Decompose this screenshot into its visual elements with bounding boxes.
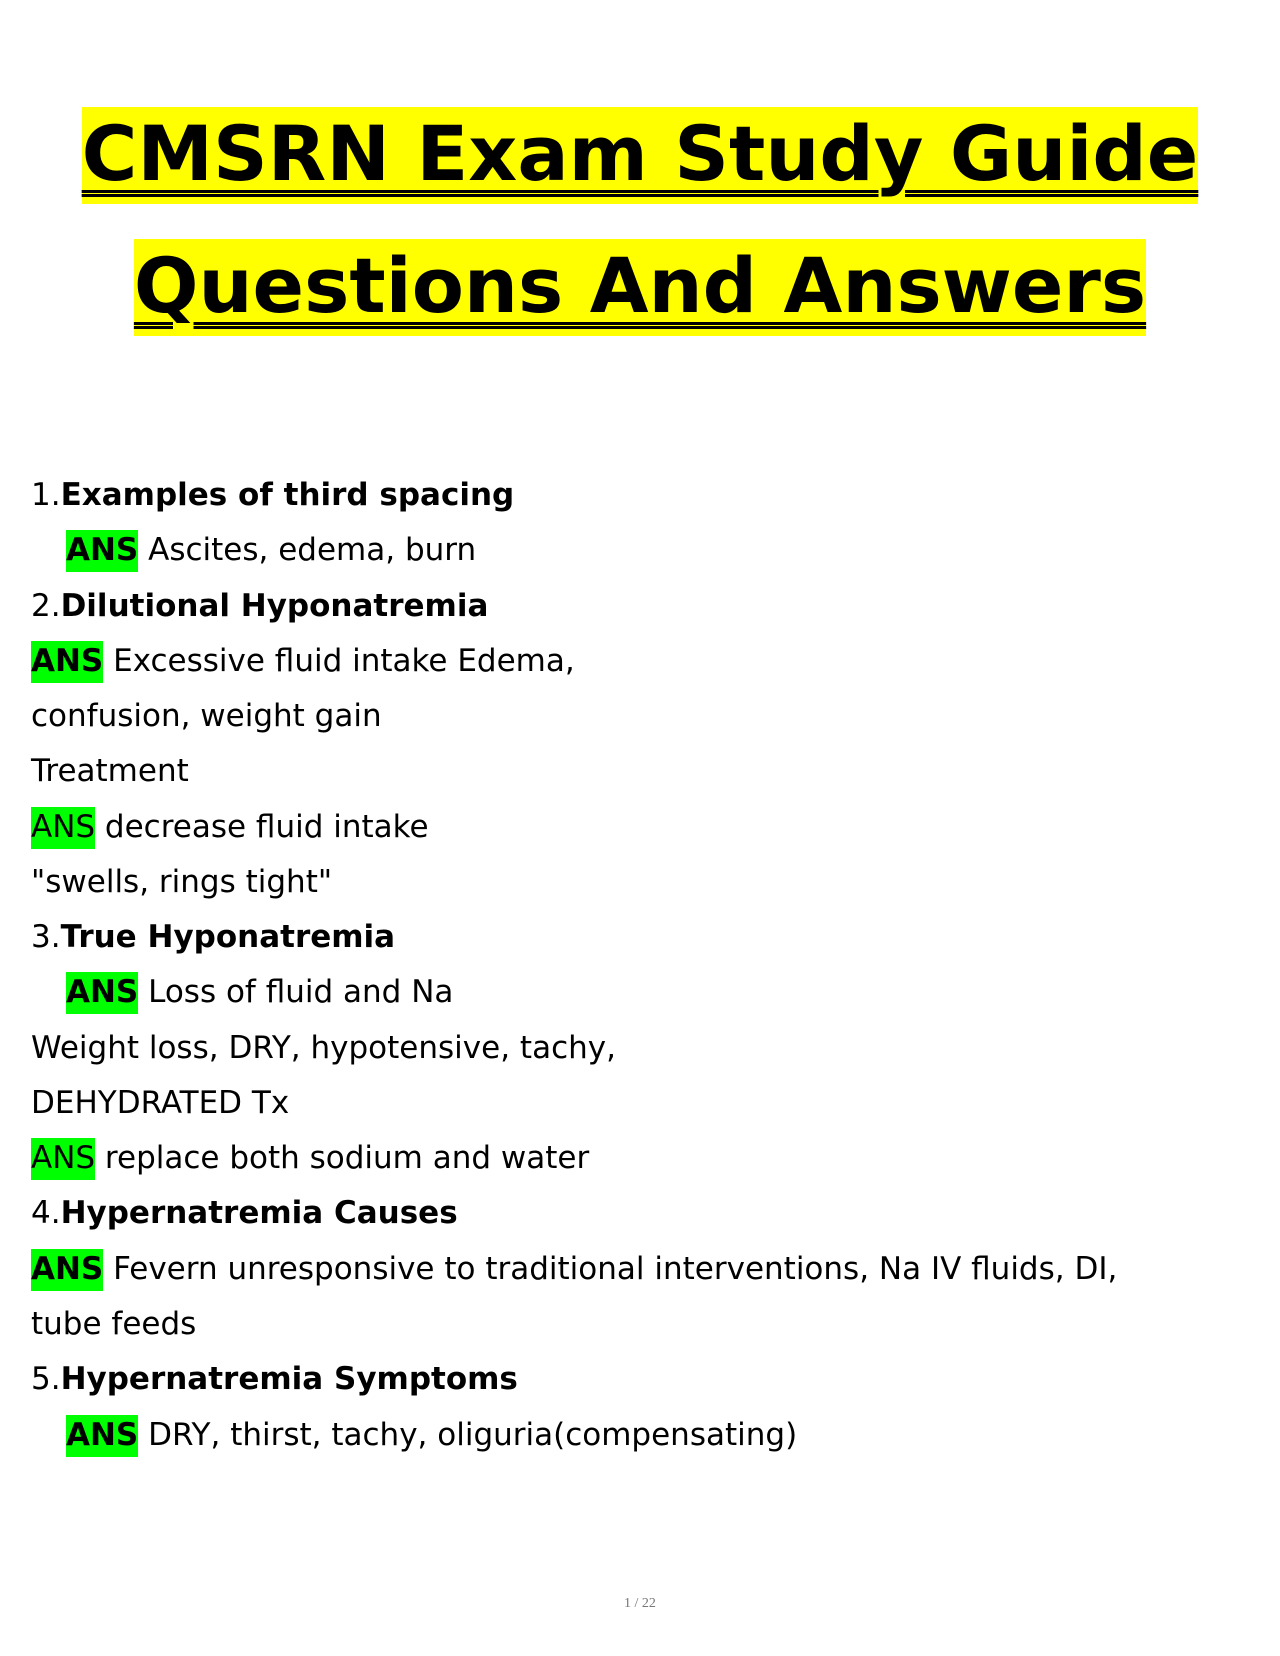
continuation-text: "swells, rings tight" [31,864,333,900]
answer-text: Ascites, edema, burn [138,532,477,568]
question-text: Hypernatremia Causes [60,1195,458,1231]
ans-label: ANS [31,641,103,683]
answer-3 [66,974,454,1010]
continuation-text: Treatment [31,753,189,789]
continuation-text: DEHYDRATED Tx [31,1085,290,1121]
answer-2-continuation [31,698,382,734]
question-3 [31,919,396,955]
answer-4 [31,1251,1118,1287]
question-text: Hypernatremia Symptoms [60,1361,518,1397]
question-1 [31,477,515,513]
question-number: 1. [31,477,61,513]
ans-label: ANS [31,1138,95,1180]
question-number: 2. [31,588,61,624]
title-line-2 [0,241,1280,330]
answer-text: Loss of fluid and Na [138,974,454,1010]
continuation-text: Weight loss, DRY, hypotensive, tachy, [31,1030,616,1066]
answer-2 [31,643,575,679]
ans-label: ANS [31,1249,103,1291]
title-text-2: Questions And Answers [134,239,1146,336]
answer-2-treatment [31,809,429,845]
answer-2-continuation [31,753,189,789]
answer-3-continuation [31,1085,290,1121]
answer-text: Excessive fluid intake Edema, [103,643,575,679]
title-line-1 [0,109,1280,198]
answer-4-continuation [31,1306,197,1342]
question-text: True Hyponatremia [60,919,396,955]
question-number: 3. [31,919,61,955]
answer-1 [66,532,477,568]
answer-text: DRY, thirst, tachy, oliguria(compensating) [138,1417,798,1453]
question-text: Dilutional Hyponatremia [60,588,489,624]
answer-text: decrease fluid intake [95,809,429,845]
answer-text: replace both sodium and water [95,1140,590,1176]
continuation-text: confusion, weight gain [31,698,382,734]
question-4 [31,1195,458,1231]
answer-2-note [31,864,333,900]
ans-label: ANS [66,1415,138,1457]
question-text: Examples of third spacing [60,477,515,513]
ans-label: ANS [31,807,95,849]
answer-3-treatment [31,1140,590,1176]
page-number: 1 / 22 [624,1596,656,1611]
continuation-text: tube feeds [31,1306,197,1342]
question-2 [31,588,489,624]
question-number: 4. [31,1195,61,1231]
question-number: 5. [31,1361,61,1397]
answer-5 [66,1417,798,1453]
answer-3-continuation [31,1030,616,1066]
answer-text: Fevern unresponsive to traditional interventions, Na IV fluids, DI, [103,1251,1118,1287]
title-text-1: CMSRN Exam Study Guide [82,107,1199,204]
ans-label: ANS [66,972,138,1014]
ans-label: ANS [66,530,138,572]
question-5 [31,1361,518,1397]
